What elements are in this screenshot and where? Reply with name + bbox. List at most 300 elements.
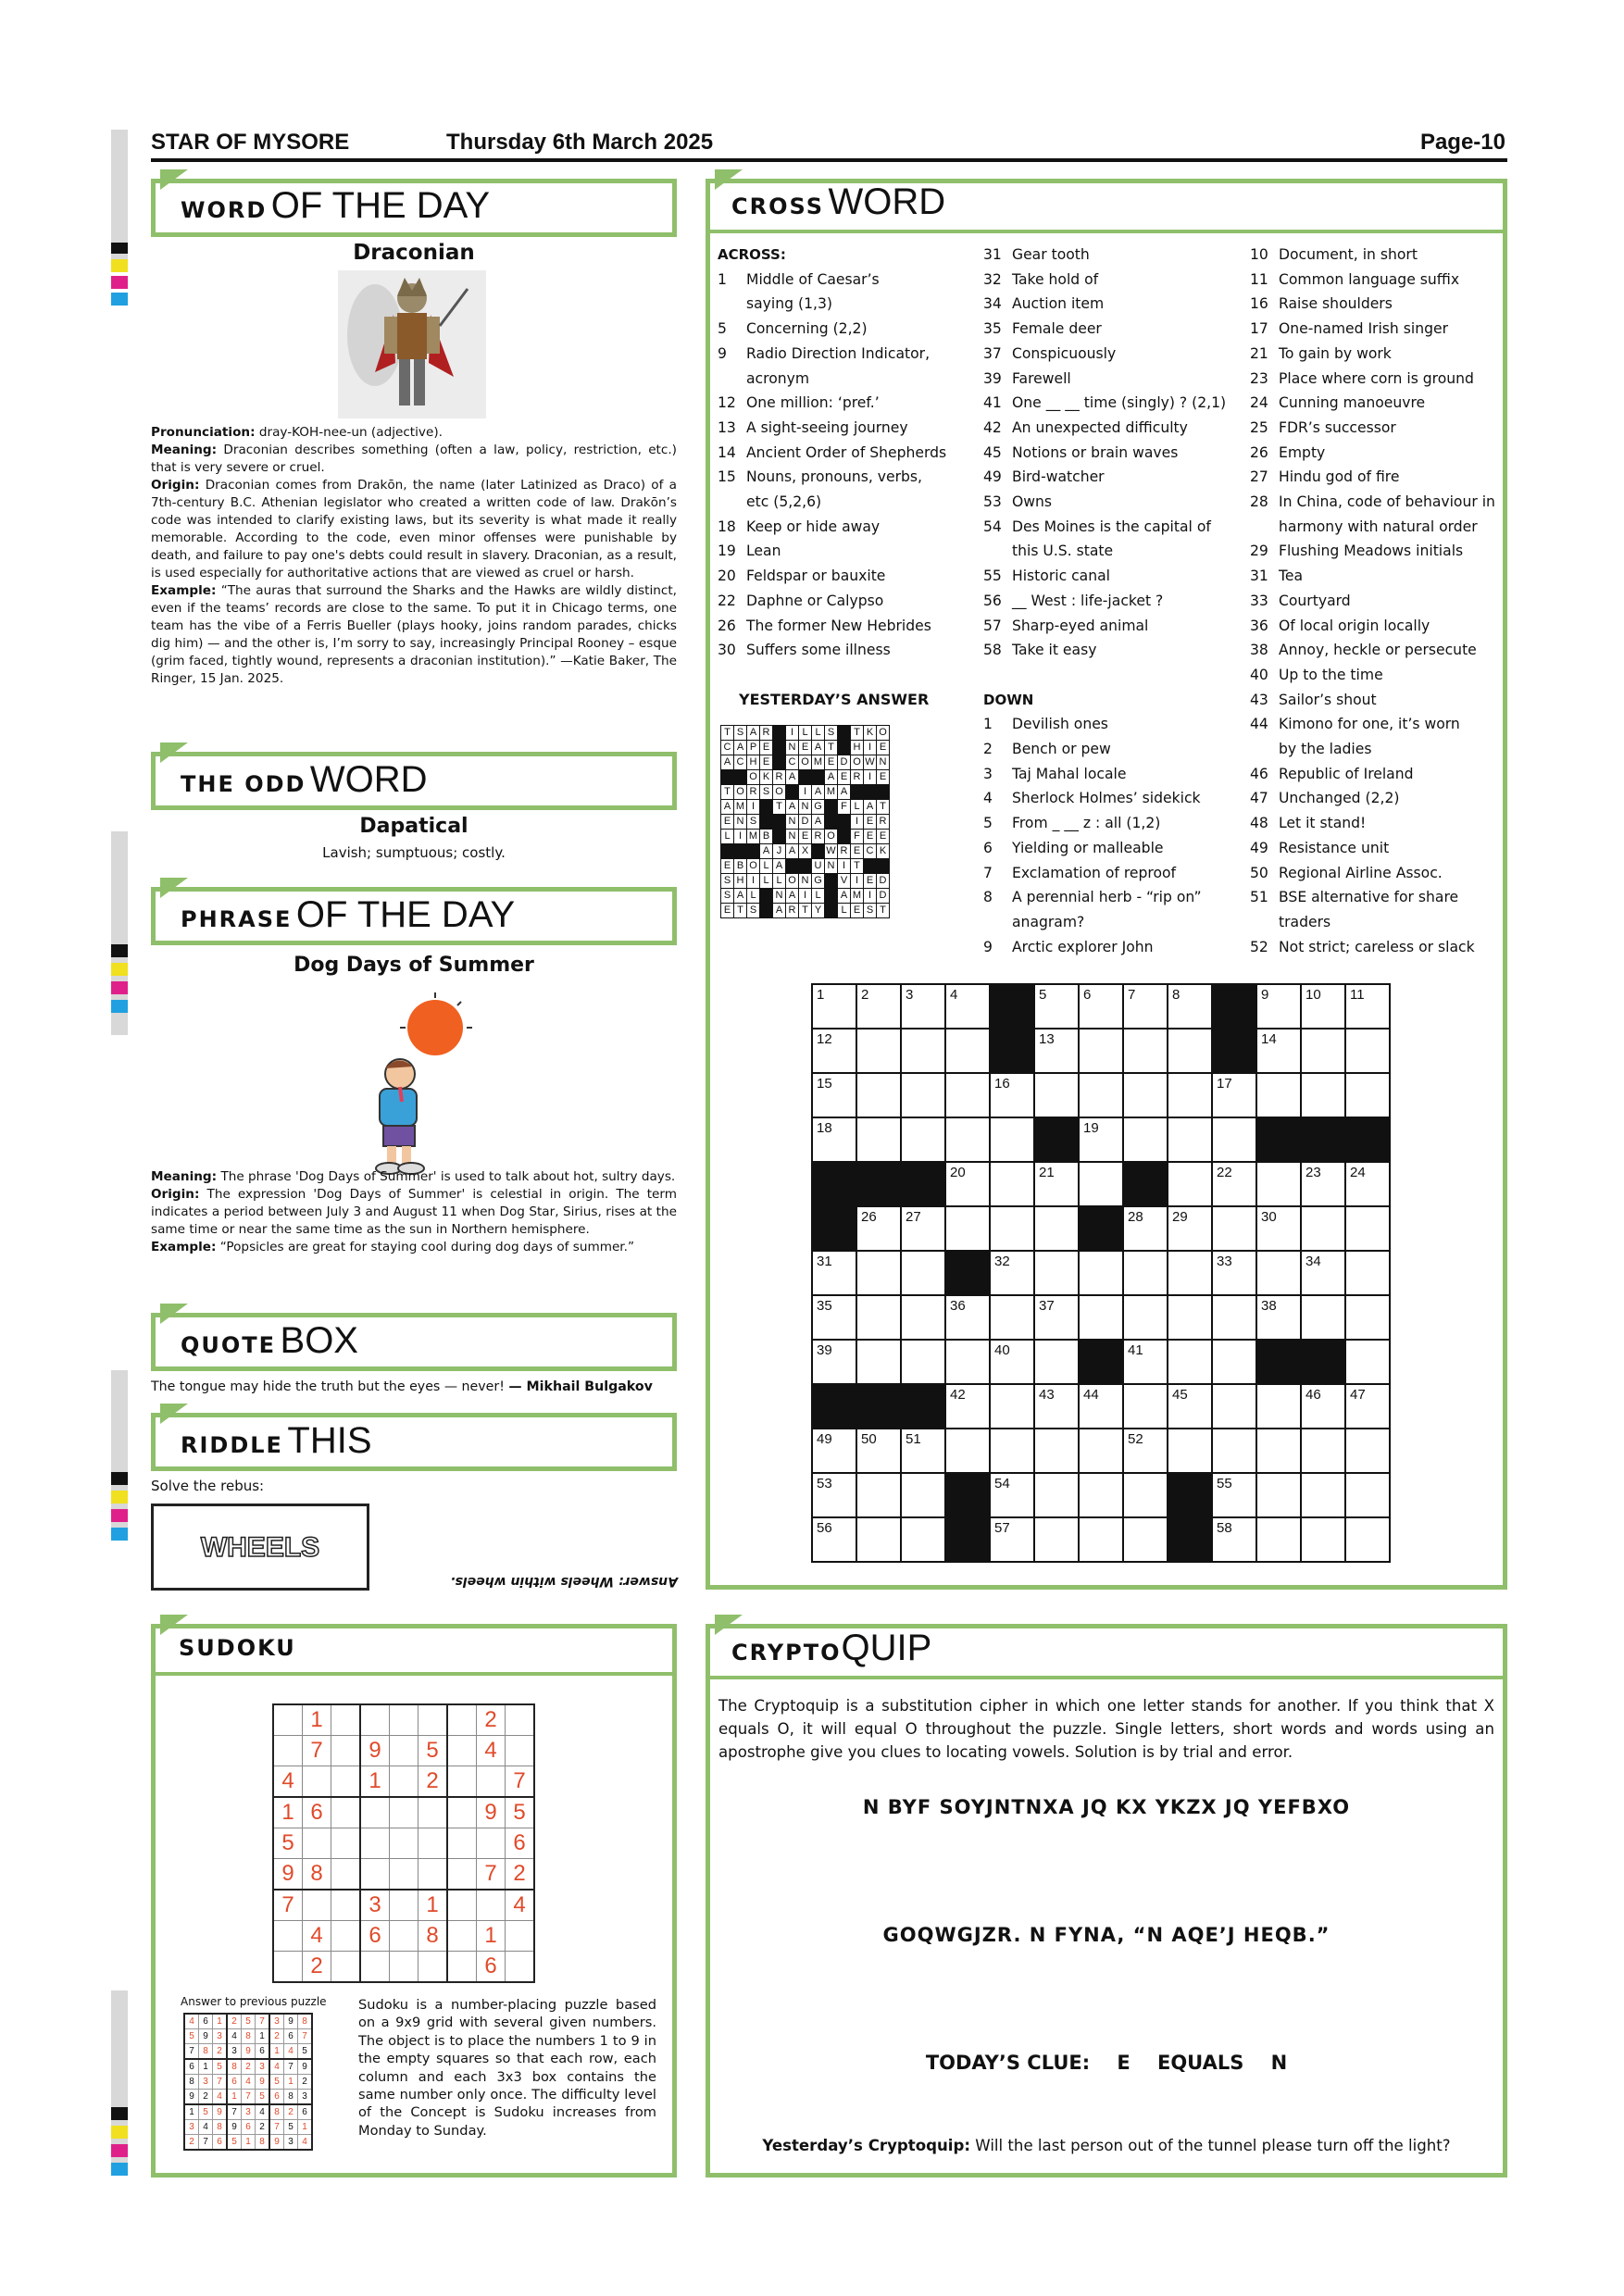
crossword-cell[interactable] [812,1117,856,1162]
crossword-cell[interactable] [856,1340,901,1384]
sudoku-answer-cell: 9 [298,2059,313,2075]
sudoku-cell[interactable] [390,1797,418,1828]
crossword-cell[interactable] [1301,1429,1345,1473]
crossword-block [1034,1117,1079,1162]
answer-cell: I [864,741,877,755]
crossword-cell[interactable] [1212,1517,1256,1562]
answer-cell: A [864,800,877,815]
crossword-cell[interactable] [1079,1384,1123,1429]
crossword-cell[interactable] [1345,1251,1390,1295]
crossword-cell[interactable] [856,1517,901,1562]
across-clue: 37 Conspicuously [983,344,1117,362]
sudoku-cell[interactable] [447,1890,477,1921]
crossword-cell[interactable] [1301,1162,1345,1206]
crossword-cell[interactable] [1034,1295,1079,1340]
sudoku-cell[interactable] [331,1921,361,1952]
answer-cell: E [825,755,838,770]
sudoku-answer-cell: 1 [284,2075,298,2090]
crossword-cell[interactable] [1256,1162,1301,1206]
crossword-cell[interactable] [1034,1073,1079,1117]
crossword-cell[interactable] [1345,1029,1390,1073]
crossword-cell[interactable] [1345,1429,1390,1473]
sudoku-cell[interactable] [331,1952,361,1983]
crossword-cell[interactable] [1345,1073,1390,1117]
cell-number: 41 [1128,1342,1143,1358]
crossword-cell[interactable] [1079,1073,1123,1117]
crossword-cell[interactable] [945,1029,990,1073]
answer-cell: L [838,904,851,918]
sudoku-cell: 9 [477,1797,506,1828]
crossword-cell[interactable] [1168,1340,1212,1384]
answer-cell: S [721,889,734,904]
sudoku-cell[interactable] [303,1766,331,1798]
answer-cell: E [864,874,877,889]
crossword-cell[interactable] [1168,1162,1212,1206]
crossword-cell[interactable] [1301,984,1345,1029]
crossword-cell[interactable] [856,984,901,1029]
crossword-cell[interactable] [990,1517,1034,1562]
crossword-cell[interactable] [901,1340,945,1384]
sudoku-cell[interactable] [303,1828,331,1859]
crossword-cell[interactable] [1256,1251,1301,1295]
sudoku-cell[interactable] [360,1797,390,1828]
answer-cell: I [786,726,799,741]
sudoku-cell[interactable] [331,1736,361,1766]
sudoku-cell: 1 [360,1766,390,1798]
sudoku-cell[interactable] [390,1859,418,1890]
cell-number: 11 [1350,987,1365,1003]
crossword-cell[interactable] [1168,1251,1212,1295]
crossword-cell[interactable] [1212,1340,1256,1384]
sudoku-answer-cell: 8 [199,2044,213,2060]
answer-cell: X [799,844,812,859]
crossword-cell[interactable] [945,1117,990,1162]
sudoku-cell[interactable] [360,1859,390,1890]
crossword-cell[interactable] [901,984,945,1029]
across-clues-col1 [718,243,977,663]
sudoku-answer-cell: 2 [269,2029,284,2044]
down-clue: 7 Exclamation of reproof [983,864,1177,881]
answer-cell: S [747,904,760,918]
answer-cell: U [812,859,825,874]
crossword-cell[interactable] [1168,1029,1212,1073]
cryptoquip-line2: GOQWGJZR. N FYNA, “N AQE’J HEQB.” [882,1924,1330,1946]
sudoku-cell[interactable] [418,1952,448,1983]
sudoku-answer-cell: 8 [298,2014,313,2029]
crossword-block [1301,1340,1345,1384]
crossword-cell[interactable] [1079,1162,1123,1206]
down-clue: 2 Bench or pew [983,741,1111,758]
crossword-cell[interactable] [901,1251,945,1295]
crossword-cell[interactable] [1123,1340,1168,1384]
crossword-cell[interactable] [1123,1206,1168,1251]
across-clue: 31 Gear tooth [983,246,1090,263]
crossword-cell[interactable] [1034,1429,1079,1473]
cell-number: 40 [994,1342,1010,1358]
crossword-cell[interactable] [1079,1029,1123,1073]
crossword-cell[interactable] [1345,984,1390,1029]
answer-cell: T [877,904,890,918]
crossword-cell[interactable] [1168,1384,1212,1429]
crossword-cell[interactable] [901,1029,945,1073]
crossword-cell[interactable] [1123,1251,1168,1295]
sudoku-cell[interactable] [303,1890,331,1921]
crossword-cell[interactable] [1168,1206,1212,1251]
crossword-cell[interactable] [1256,1473,1301,1517]
sudoku-cell[interactable] [418,1859,448,1890]
crossword-cell[interactable] [1256,984,1301,1029]
crossword-cell[interactable] [901,1473,945,1517]
crossword-cell[interactable] [1034,1517,1079,1562]
sudoku-cell[interactable] [390,1952,418,1983]
crossword-cell[interactable] [945,1340,990,1384]
crossword-cell[interactable] [1301,1295,1345,1340]
cell-number: 24 [1350,1165,1366,1180]
crossword-cell[interactable] [990,1340,1034,1384]
sudoku-cell: 9 [360,1736,390,1766]
odd-word-title: THE ODD WORD [181,759,428,800]
sudoku-cell[interactable] [418,1704,448,1736]
word-of-day-body: Pronunciation: dray-KOH-nee-un (adjective). Meaning: Draconian describes something (often a law, policy, restriction, etc.) that is very severe or cruel. Origin: Draconian comes from Drakōn, the name (later Latinized as Draco) of a 7th-century B.C. Athenian legislator who created a written code of law. Drakōn’s code was intended to clarify existing laws, but its severity is what made it really memorable. According to the code, even minor offenses were punishable by death, and failure to pay one's debts could result in slavery. Draconian, as a result, is used especially for authoritative actions that are viewed as cruel or harsh. Example: “The auras that surround the Sharks and the Hawks are wildly distinct, even if the teams’ records are close to the same. To put it in Chicago terms, one team has the vibe of a Ferris Bueller (plays hooky, joins random parades, chicks dig him) — and the other is, I’m sorry to say, increasingly Principal Rooney – esque (grim faced, tightly wound, represents a draconian institution).” —Katie Baker, The Ringer, 15 Jan. 2025. [151,425,677,686]
crossword-cell[interactable] [945,1295,990,1340]
crossword-cell[interactable] [1256,1384,1301,1429]
sudoku-answer-cell: 9 [242,2044,256,2060]
answer-block [760,889,773,904]
crossword-cell[interactable] [1256,1029,1301,1073]
crossword-cell[interactable] [856,1029,901,1073]
crossword-cell[interactable] [1301,1251,1345,1295]
crossword-cell[interactable] [1256,1517,1301,1562]
crossword-cell[interactable] [990,1117,1034,1162]
answer-cell: T [851,726,864,741]
answer-cell: S [721,874,734,889]
answer-cell: O [851,755,864,770]
sudoku-answer-cell: 4 [269,2059,284,2075]
crossword-cell[interactable] [812,1073,856,1117]
cell-number: 53 [817,1476,832,1491]
crossword-cell[interactable] [1256,1429,1301,1473]
across-clue: 19 Lean [718,543,781,560]
crossword-block [812,1206,856,1251]
sudoku-cell[interactable] [360,1952,390,1983]
crossword-cell[interactable] [1256,1206,1301,1251]
crossword-cell[interactable] [812,1029,856,1073]
crossword-cell[interactable] [901,1073,945,1117]
sudoku-cell[interactable] [447,1828,477,1859]
crossword-cell[interactable] [1301,1029,1345,1073]
crossword-cell[interactable] [901,1117,945,1162]
crossword-cell[interactable] [1034,1340,1079,1384]
crossword-cell[interactable] [945,1073,990,1117]
answer-block [760,800,773,815]
crossword-cell[interactable] [812,1429,856,1473]
crossword-cell[interactable] [1256,1073,1301,1117]
across-clue: acronym [746,369,810,387]
cell-number: 45 [1172,1387,1188,1403]
crossword-cell[interactable] [1301,1206,1345,1251]
crossword-cell[interactable] [812,1251,856,1295]
sudoku-answer-cell: 6 [227,2075,242,2090]
crossword-cell[interactable] [1123,1429,1168,1473]
crossword-cell[interactable] [1123,1295,1168,1340]
crossword-cell[interactable] [1079,1295,1123,1340]
answer-cell: O [786,874,799,889]
rebus-box [151,1504,369,1591]
cell-number: 9 [1261,987,1269,1003]
answer-block [877,785,890,800]
sudoku-cell: 8 [418,1921,448,1952]
crossword-cell[interactable] [1034,1251,1079,1295]
crossword-cell[interactable] [1079,984,1123,1029]
sudoku-cell[interactable] [477,1890,506,1921]
sudoku-cell[interactable] [506,1952,535,1983]
answer-cell: E [760,755,773,770]
sudoku-cell[interactable] [360,1704,390,1736]
cell-number: 27 [906,1209,921,1225]
sudoku-answer-cell: 6 [213,2135,228,2151]
crossword-cell[interactable] [1212,1206,1256,1251]
crossword-cell[interactable] [856,1206,901,1251]
sudoku-cell[interactable] [390,1736,418,1766]
crossword-cell[interactable] [1345,1206,1390,1251]
cell-number: 23 [1305,1165,1321,1180]
answer-cell: P [747,741,760,755]
crossword-cell[interactable] [990,1251,1034,1295]
answer-cell: N [799,800,812,815]
crossword-cell[interactable] [1345,1517,1390,1562]
down-clue: 4 Sherlock Holmes’ sidekick [983,790,1201,807]
crossword-cell[interactable] [1079,1117,1123,1162]
crossword-cell[interactable] [1212,1073,1256,1117]
crossword-cell[interactable] [812,1340,856,1384]
crossword-cell[interactable] [990,1162,1034,1206]
sudoku-cell[interactable] [390,1828,418,1859]
crossword-cell[interactable] [856,1251,901,1295]
crossword-cell[interactable] [1123,1473,1168,1517]
crossword-cell[interactable] [1168,984,1212,1029]
sudoku-cell[interactable] [273,1704,303,1736]
phrase-of-day-body: Meaning: The phrase 'Dog Days of Summer' is used to talk about hot, sultry days. Origin: The expression 'Dog Days of Summer' is celestial in origin. The term indicates a period between July 3 and August 11 when Dog Star, Sirius, rises at the same time or near the same time as the sun in Northern hemisphere. Example: “Popsicles are great for staying cool during dog days of summer.” [151,1169,677,1254]
crossword-cell[interactable] [1301,1473,1345,1517]
crossword-cell[interactable] [1168,1429,1212,1473]
crossword-cell[interactable] [1212,1429,1256,1473]
sudoku-cell[interactable] [477,1766,506,1798]
crossword-cell[interactable] [1168,1117,1212,1162]
down-clue: 9 Arctic explorer John [983,938,1154,955]
sudoku-cell[interactable] [447,1859,477,1890]
crossword-cell[interactable] [945,984,990,1029]
answer-cell: E [721,815,734,830]
sudoku-cell[interactable] [447,1952,477,1983]
crossword-cell[interactable] [1034,1473,1079,1517]
sudoku-cell[interactable] [331,1859,361,1890]
crossword-cell[interactable] [1034,1384,1079,1429]
answer-cell: O [747,859,760,874]
crossword-cell[interactable] [1168,1073,1212,1117]
crossword-cell[interactable] [1301,1384,1345,1429]
answer-cell: A [786,770,799,785]
crossword-cell[interactable] [1345,1340,1390,1384]
sudoku-cell[interactable] [331,1797,361,1828]
cryptoquip-clue: TODAY’S CLUE: E EQUALS N [925,2052,1288,2074]
answer-cell: D [877,874,890,889]
crossword-cell[interactable] [1345,1473,1390,1517]
cell-number: 2 [861,987,869,1003]
crossword-cell[interactable] [1123,1517,1168,1562]
sudoku-answer-cell: 7 [213,2075,228,2090]
crossword-cell[interactable] [1123,1029,1168,1073]
sudoku-cell[interactable] [331,1766,361,1798]
crossword-cell[interactable] [1301,1517,1345,1562]
sudoku-answer-cell: 8 [284,2090,298,2105]
crossword-cell[interactable] [1079,1517,1123,1562]
crossword-cell[interactable] [1345,1295,1390,1340]
crossword-cell[interactable] [990,1473,1034,1517]
sudoku-cell[interactable] [418,1828,448,1859]
crossword-cell[interactable] [1034,1206,1079,1251]
crossword-cell[interactable] [1123,1117,1168,1162]
crossword-cell[interactable] [856,1073,901,1117]
crossword-cell[interactable] [812,1295,856,1340]
reg-mark-cyan [111,2163,128,2176]
answer-block [773,726,786,741]
crossword-cell[interactable] [812,1517,856,1562]
crossword-cell[interactable] [1212,1162,1256,1206]
crossword-cell[interactable] [990,1206,1034,1251]
sudoku-cell[interactable] [506,1704,535,1736]
crossword-cell[interactable] [1034,984,1079,1029]
sudoku-answer-grid [183,2013,313,2151]
across-clue: 39 Farewell [983,369,1071,387]
crossword-cell[interactable] [812,984,856,1029]
cell-number: 31 [817,1254,832,1269]
sudoku-cell[interactable] [447,1704,477,1736]
answer-cell: T [825,741,838,755]
crossword-cell[interactable] [1034,1162,1079,1206]
answer-cell: L [812,889,825,904]
answer-block [838,741,851,755]
crossword-cell[interactable] [1212,1473,1256,1517]
answer-cell: L [760,874,773,889]
sudoku-cell[interactable] [390,1890,418,1921]
crossword-cell[interactable] [1034,1029,1079,1073]
across-clue: 22 Daphne or Calypso [718,592,884,609]
crossword-cell[interactable] [901,1295,945,1340]
crossword-cell[interactable] [945,1162,990,1206]
crossword-cell[interactable] [1123,984,1168,1029]
crossword-cell[interactable] [945,1206,990,1251]
crossword-cell[interactable] [1256,1295,1301,1340]
sudoku-cell[interactable] [506,1921,535,1952]
sudoku-cell[interactable] [273,1736,303,1766]
answer-cell: N [786,830,799,844]
answer-cell: O [825,830,838,844]
cell-number: 12 [817,1031,832,1047]
sudoku-cell[interactable] [447,1766,477,1798]
cell-number: 1 [817,987,825,1003]
sudoku-cell[interactable] [390,1704,418,1736]
answer-cell: I [864,889,877,904]
crossword-cell[interactable] [945,1384,990,1429]
crossword-cell[interactable] [990,1073,1034,1117]
sudoku-cell[interactable] [390,1921,418,1952]
sudoku-answer-cell: 2 [199,2090,213,2105]
answer-cell: A [734,741,747,755]
crossword-cell[interactable] [945,1429,990,1473]
crossword-block [901,1162,945,1206]
sudoku-cell[interactable] [273,1921,303,1952]
sudoku-answer-cell: 6 [184,2059,199,2075]
answer-cell: S [734,726,747,741]
crossword-cell[interactable] [856,1117,901,1162]
sudoku-cell[interactable] [506,1736,535,1766]
sudoku-cell[interactable] [390,1766,418,1798]
sudoku-cell[interactable] [447,1921,477,1952]
reg-mark-yellow [111,1491,128,1504]
crossword-cell[interactable] [1079,1251,1123,1295]
across-clue: 56 __ West : life-jacket ? [983,592,1164,609]
crossword-cell[interactable] [1212,1295,1256,1340]
crossword-cell[interactable] [901,1517,945,1562]
sudoku-cell[interactable] [273,1952,303,1983]
answer-cell: D [877,889,890,904]
crossword-cell[interactable] [1079,1429,1123,1473]
sudoku-answer-cell: 6 [199,2014,213,2029]
crossword-cell[interactable] [1345,1384,1390,1429]
sweating-man-icon [343,991,491,1176]
sudoku-cell[interactable] [418,1797,448,1828]
crossword-cell[interactable] [1212,1117,1256,1162]
sudoku-cell: 7 [506,1766,535,1798]
crossword-cell[interactable] [901,1429,945,1473]
crossword-cell[interactable] [856,1473,901,1517]
crossword-cell[interactable] [1168,1295,1212,1340]
cell-number: 20 [950,1165,966,1180]
cell-number: 36 [950,1298,966,1314]
crossword-cell[interactable] [812,1473,856,1517]
sudoku-cell[interactable] [447,1736,477,1766]
sudoku-cell[interactable] [360,1828,390,1859]
crossword-cell[interactable] [1345,1162,1390,1206]
answer-cell: A [747,726,760,741]
crossword-cell[interactable] [856,1429,901,1473]
sudoku-cell[interactable] [331,1890,361,1921]
crossword-cell[interactable] [1079,1473,1123,1517]
crossword-cell[interactable] [990,1295,1034,1340]
crossword-cell[interactable] [901,1206,945,1251]
answer-cell: L [747,889,760,904]
crossword-cell[interactable] [1123,1384,1168,1429]
sudoku-cell: 7 [273,1890,303,1921]
sudoku-answer-cell: 6 [242,2120,256,2135]
crossword-block [990,984,1034,1029]
crossword-cell[interactable] [990,1429,1034,1473]
crossword-cell[interactable] [856,1295,901,1340]
crossword-cell[interactable] [990,1384,1034,1429]
answer-cell: A [760,844,773,859]
sudoku-answer-cell: 3 [242,2104,256,2120]
crossword-cell[interactable] [1212,1384,1256,1429]
sudoku-cell[interactable] [477,1828,506,1859]
crossword-cell[interactable] [1212,1251,1256,1295]
crossword-block [1079,1340,1123,1384]
crossword-cell[interactable] [1123,1073,1168,1117]
crossword-cell[interactable] [1301,1073,1345,1117]
sudoku-cell[interactable] [447,1797,477,1828]
sudoku-cell[interactable] [331,1704,361,1736]
sudoku-answer-cell: 4 [227,2029,242,2044]
sudoku-cell[interactable] [331,1828,361,1859]
